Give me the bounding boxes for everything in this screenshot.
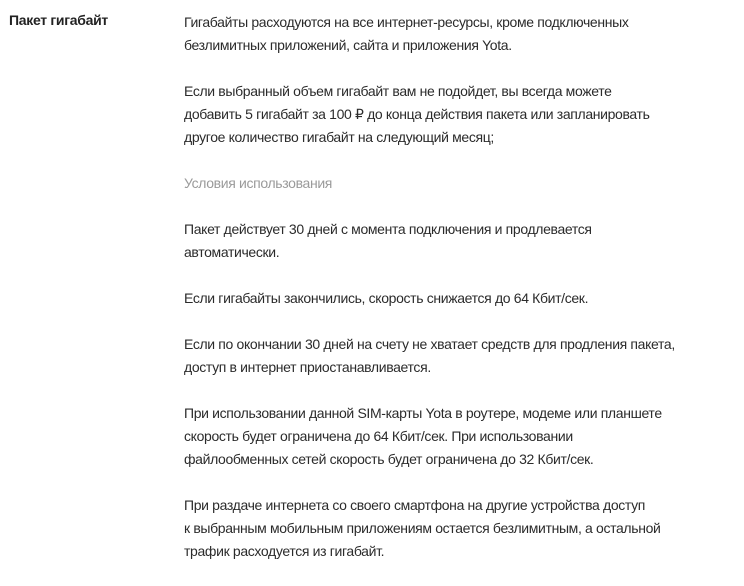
text-line: файлообменных сетей скорость будет ограничена до 32 Кбит/сек. bbox=[184, 451, 594, 467]
text-line: При использовании данной SIM-карты Yota в роутере, модеме или планшете bbox=[184, 405, 662, 421]
paragraph-router-usage bbox=[184, 402, 744, 471]
text-line: При раздаче интернета со своего смартфона на другие устройства доступ bbox=[184, 497, 646, 513]
text-line: Условия использования bbox=[184, 175, 333, 191]
text-line: к выбранным мобильным приложениям остается безлимитным, а остальной bbox=[184, 520, 661, 536]
text-line: Если гигабайты закончились, скорость снижается до 64 Кбит/сек. bbox=[184, 290, 589, 306]
text-line: скорость будет ограничена до 64 Кбит/сек. При использовании bbox=[184, 428, 573, 444]
section-content bbox=[184, 11, 744, 586]
text-line: автоматически. bbox=[184, 244, 280, 260]
paragraph-insufficient-funds bbox=[184, 333, 744, 379]
terms-heading bbox=[184, 172, 744, 195]
text-line: доступ в интернет приостанавливается. bbox=[184, 359, 431, 375]
paragraph-add-gigabytes bbox=[184, 80, 744, 149]
paragraph-speed-limit bbox=[184, 287, 744, 310]
text-line: Если выбранный объем гигабайт вам не подойдет, вы всегда можете bbox=[184, 83, 612, 99]
paragraph-validity bbox=[184, 218, 744, 264]
text-line: Если по окончании 30 дней на счету не хватает средств для продления пакета, bbox=[184, 336, 675, 352]
paragraph-tethering bbox=[184, 494, 744, 563]
text-line: трафик расходуется из гигабайт. bbox=[184, 543, 385, 559]
section-label: Пакет гигабайт bbox=[9, 12, 108, 28]
text-line: Пакет действует 30 дней с момента подключения и продлевается bbox=[184, 221, 592, 237]
text-line: безлимитных приложений, сайта и приложения Yota. bbox=[184, 37, 512, 53]
text-line: Гигабайты расходуются на все интернет-ресурсы, кроме подключенных bbox=[184, 14, 629, 30]
paragraph-intro bbox=[184, 11, 744, 57]
text-line: добавить 5 гигабайт за 100 ₽ до конца действия пакета или запланировать bbox=[184, 106, 650, 122]
text-line: другое количество гигабайт на следующий месяц; bbox=[184, 129, 494, 145]
